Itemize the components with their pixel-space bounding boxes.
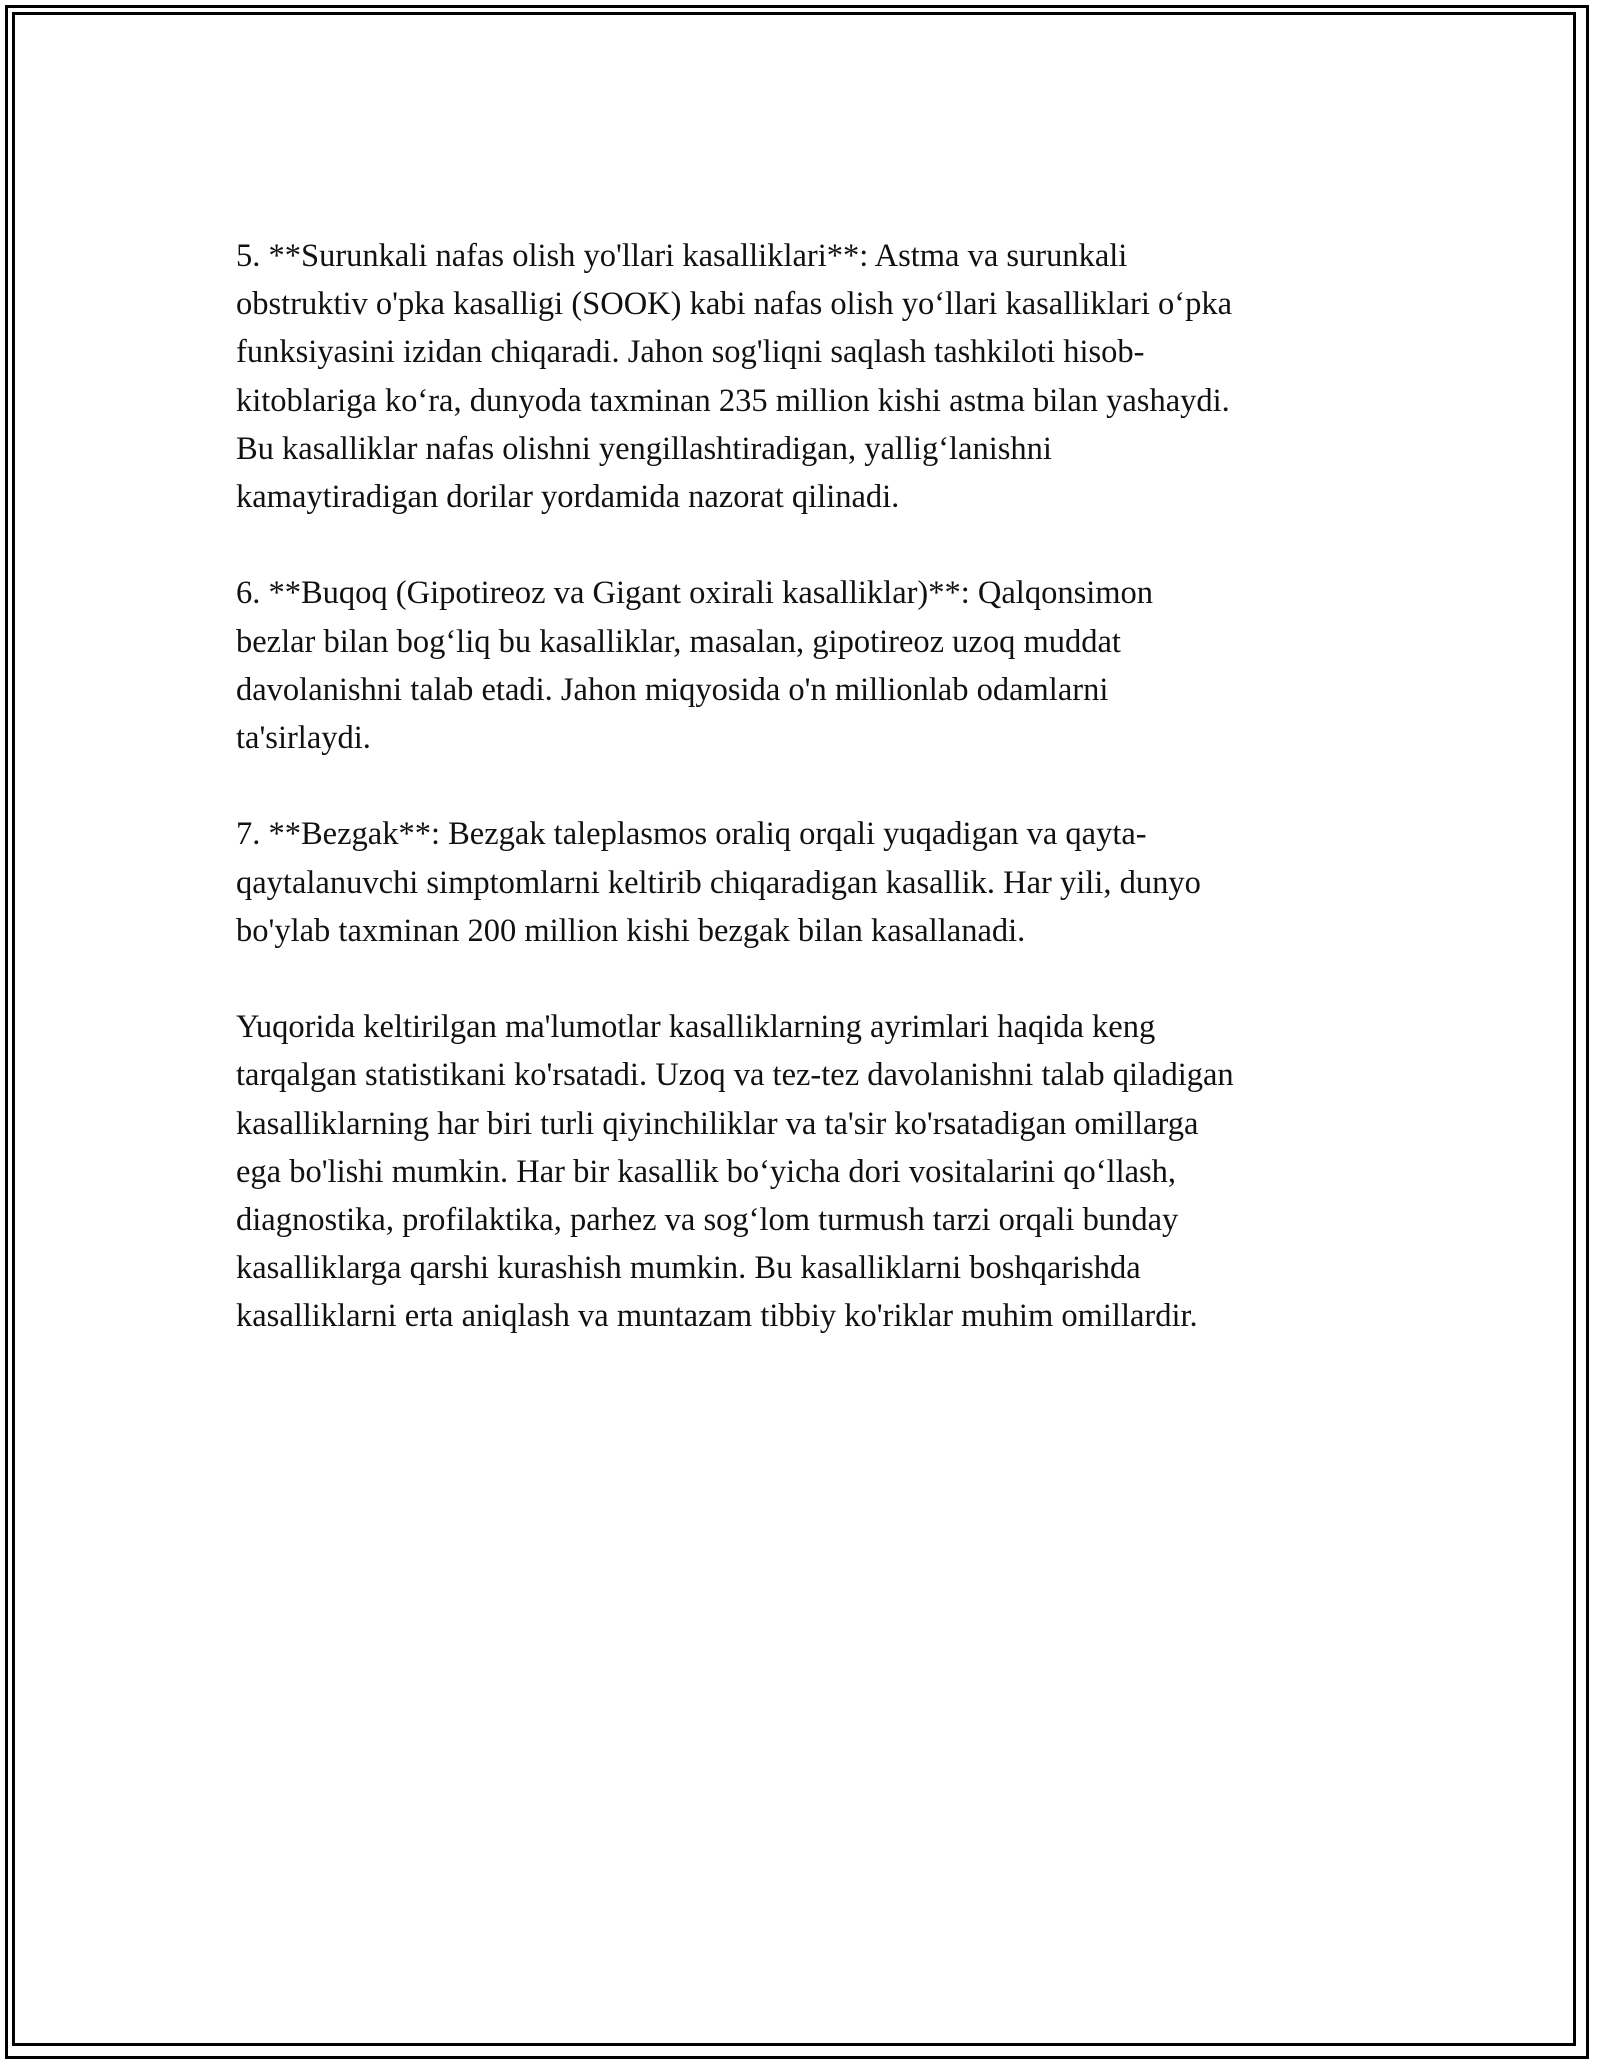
paragraph-conclusion: Yuqorida keltirilgan ma'lumotlar kasalliklarning ayrimlari haqida keng tarqalgan statistikani ko'rsatadi. Uzoq va tez-tez davolanishni talab qiladigan kasalliklarning har biri turli qiyinchiliklar va ta'sir ko'rsatadigan omillarga ega bo'lishi mumkin. Har bir kasallik bo‘yicha dori vositalarini qo‘llash, diagnostika, profilaktika, parhez va sog‘lom turmush tarzi orqali bunday kasalliklarga qarshi kurashish mumkin. Bu kasalliklarni boshqarishda kasalliklarni erta aniqlash va muntazam tibbiy ko'riklar muhim omillardir. [236, 1009, 1234, 1335]
paragraph-respiratory-diseases: 5. **Surunkali nafas olish yo'llari kasalliklari**: Astma va surunkali obstruktiv o'pka kasalligi (SOOK) kabi nafas olish yo‘llari kasalliklari o‘pka funksiyasini izidan chiqaradi. Jahon sog'liqni saqlash tashkiloti hisob- kitoblariga ko‘ra, dunyoda taxminan 235 million kishi astma bilan yashaydi. Bu kasalliklar nafas olishni yengillashtiradigan, yallig‘lanishni kamaytiradigan dorilar yordamida nazorat qilinadi. [236, 238, 1232, 516]
paragraph-malaria: 7. **Bezgak**: Bezgak taleplasmos oraliq orqali yuqadigan va qayta- qaytalanuvchi simptomlarni keltirib chiqaradigan kasallik. Har yili, dunyo bo'ylab taxminan 200 million kishi bezgak bilan kasallanadi. [236, 816, 1201, 949]
paragraph-goiter: 6. **Buqoq (Gipotireoz va Gigant oxirali kasalliklar)**: Qalqonsimon bezlar bilan bog‘liq bu kasalliklar, masalan, gipotireoz uzoq muddat davolanishni talab etadi. Jahon miqyosida o'n millionlab odamlarni ta'sirlaydi. [236, 575, 1154, 757]
document-body [236, 232, 1366, 1389]
